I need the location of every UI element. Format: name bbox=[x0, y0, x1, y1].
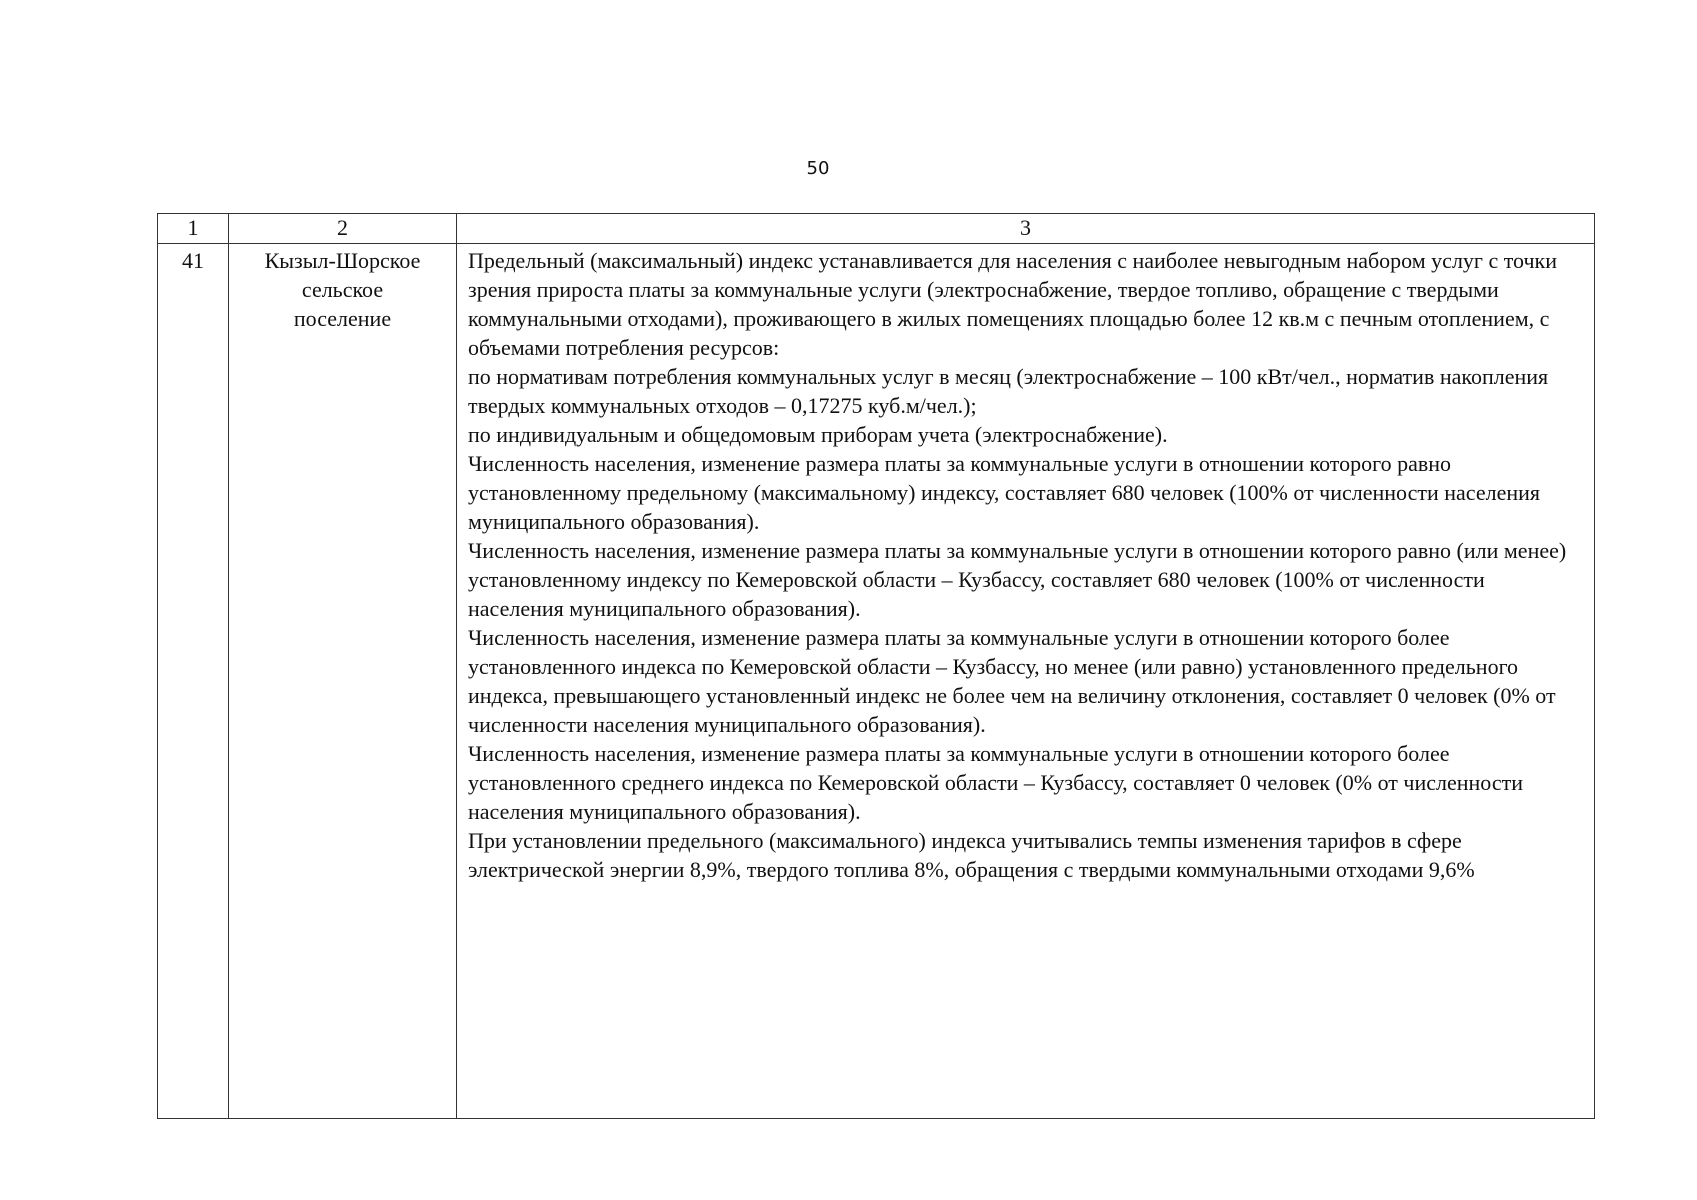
table-row bbox=[158, 244, 1595, 1119]
row-number-cell: 41 bbox=[158, 244, 229, 1119]
municipality-name-cell bbox=[229, 244, 457, 1119]
description-cell bbox=[457, 244, 1595, 1119]
description-paragraph: Численность населения, изменение размера платы за коммунальные услуги в отношении которого равно (или менее) установленному индексу по Кемеровской области – Кузбассу, составляет 680 человек (100% от численности населения муниципального образования). bbox=[468, 538, 1567, 621]
description-paragraph: Численность населения, изменение размера платы за коммунальные услуги в отношении которого равно установленному предельному (максимальному) индексу, составляет 680 человек (100% от численности населения муниципального образования). bbox=[468, 451, 1541, 534]
description-paragraph: по нормативам потребления коммунальных услуг в месяц (электроснабжение – 100 кВт/чел., норматив накопления твердых коммунальных отходов – 0,17275 куб.м/чел.); bbox=[468, 364, 1549, 418]
column-header-2: 2 bbox=[229, 214, 457, 244]
description-paragraph: При установлении предельного (максимального) индекса учитывались темпы изменения тарифов в сфере электрической энергии 8,9%, твердого топлива 8%, обращения с твердыми коммунальными отходами 9,6% bbox=[468, 828, 1475, 882]
table-header-row bbox=[158, 214, 1595, 244]
municipality-name-line: сельское bbox=[301, 277, 384, 302]
municipality-name-line: Кызыл-Шорское bbox=[264, 248, 421, 273]
description-paragraph: Численность населения, изменение размера платы за коммунальные услуги в отношении которого более установленного индекса по Кемеровской области – Кузбассу, но менее (или равно) установленного предельного индекса, превышающего установленный индекс не более чем на величину отклонения, составляет 0 человек (0% от численности населения муниципального образования). bbox=[468, 625, 1556, 737]
column-header-3: 3 bbox=[457, 214, 1595, 244]
data-table bbox=[157, 213, 1595, 1119]
column-header-1: 1 bbox=[158, 214, 229, 244]
description-paragraph: по индивидуальным и общедомовым приборам учета (электроснабжение). bbox=[468, 422, 1168, 447]
description-paragraph: Предельный (максимальный) индекс устанавливается для населения с наиболее невыгодным набором услуг с точки зрения прироста платы за коммунальные услуги (электроснабжение, твердое топливо, обращение с твердыми коммунальными отходами), проживающего в жилых помещениях площадью более 12 кв.м с печным отоплением, с объемами потребления ресурсов: bbox=[468, 248, 1557, 360]
page-number: 50 bbox=[806, 158, 830, 179]
municipality-name-line: поселение bbox=[293, 306, 392, 331]
description-paragraph: Численность населения, изменение размера платы за коммунальные услуги в отношении которого более установленного среднего индекса по Кемеровской области – Кузбассу, составляет 0 человек (0% от численности населения муниципального образования). bbox=[468, 741, 1524, 824]
